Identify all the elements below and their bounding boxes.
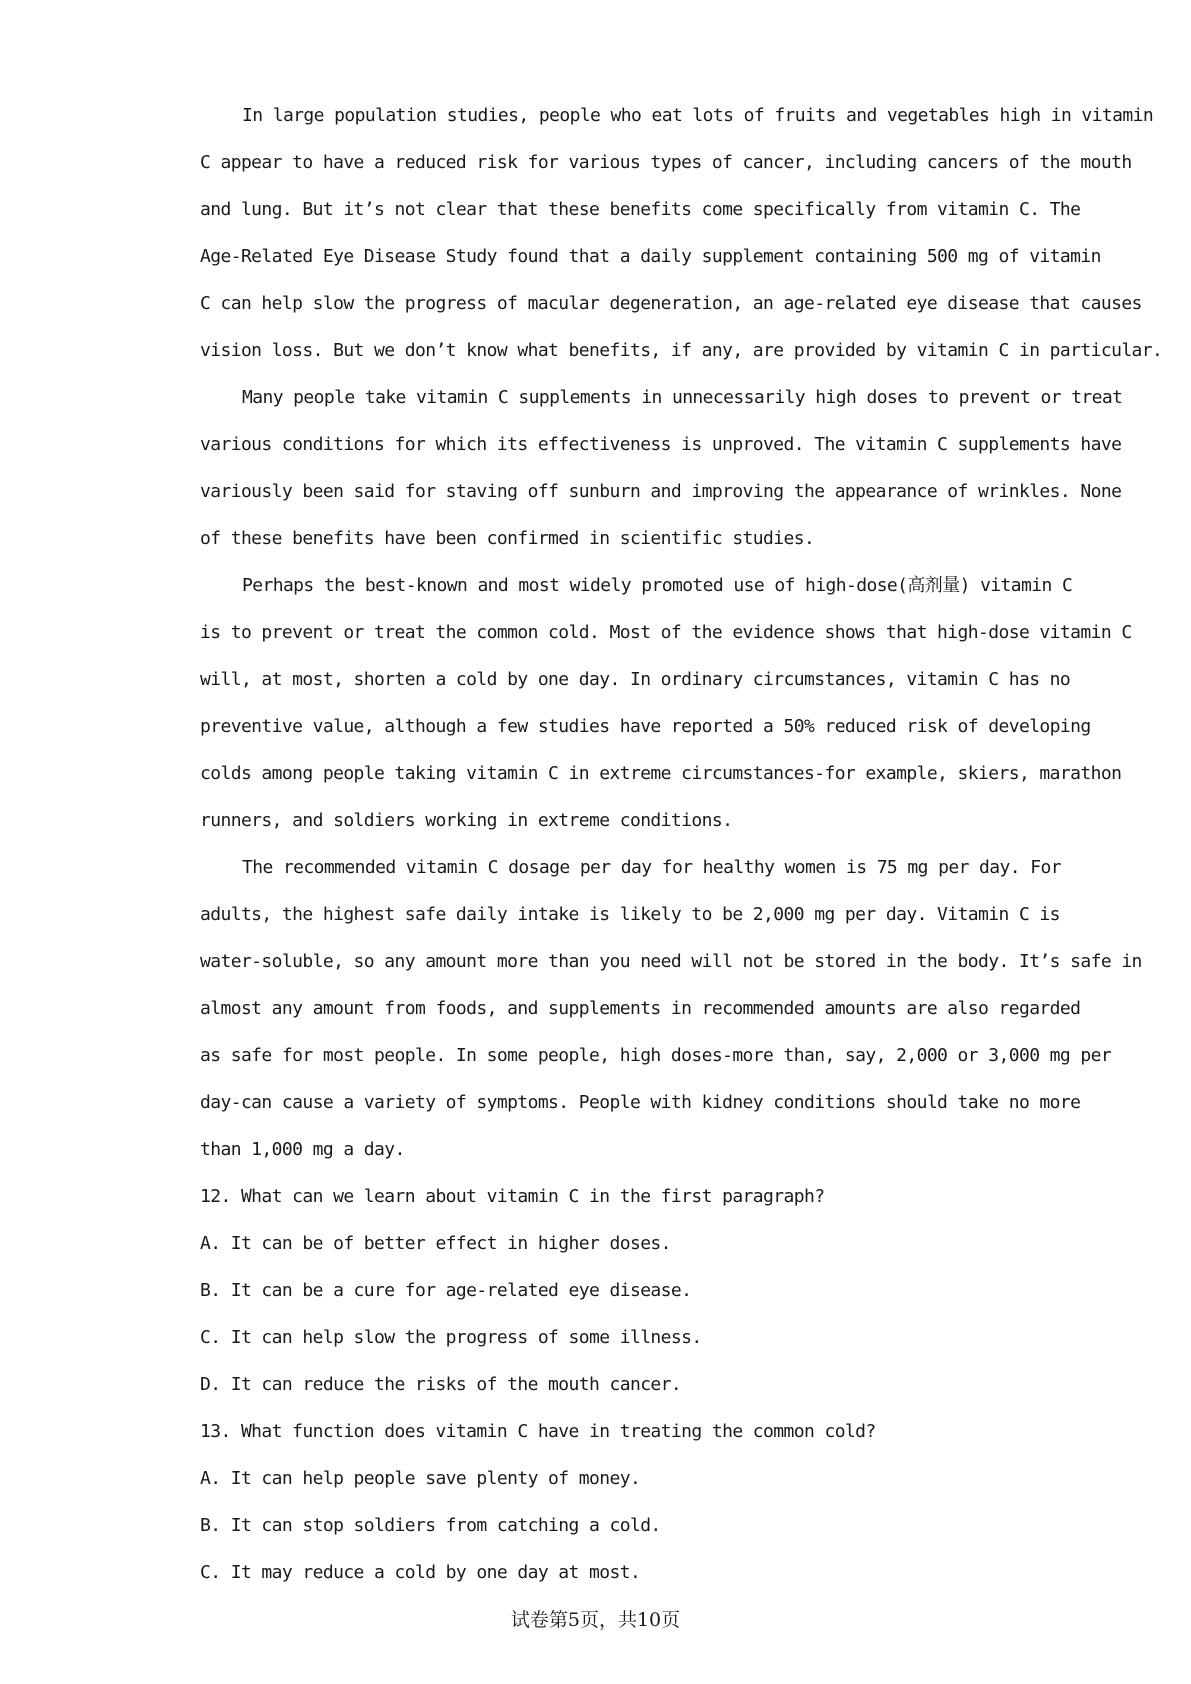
passage-paragraph-4: [200, 844, 1142, 1173]
question-13: [200, 1408, 1020, 1596]
text-line: runners, and soldiers working in extreme conditions.: [200, 810, 733, 831]
text-line: various conditions for which its effectiveness is unproved. The vitamin C supplements have: [200, 434, 1122, 455]
text-line: preventive value, although a few studies have reported a 50% reduced risk of developing: [200, 716, 1091, 737]
answer-option-a: A. It can be of better effect in higher doses.: [200, 1233, 671, 1254]
text-line: will, at most, shorten a cold by one day. In ordinary circumstances, vitamin C has no: [200, 669, 1071, 690]
text-line: adults, the highest safe daily intake is likely to be 2,000 mg per day. Vitamin C is: [200, 904, 1060, 925]
page-number-footer: 试卷第5页，共10页: [510, 1609, 681, 1631]
text-line: almost any amount from foods, and supplements in recommended amounts are also regarded: [200, 998, 1081, 1019]
text-line: colds among people taking vitamin C in extreme circumstances-for example, skiers, marathon: [200, 763, 1122, 784]
passage-paragraph-1: [200, 92, 1163, 374]
text-line: is to prevent or treat the common cold. Most of the evidence shows that high-dose vitamin C: [200, 622, 1132, 643]
passage-paragraph-2: [200, 374, 1123, 562]
text-line: than 1,000 mg a day.: [200, 1139, 405, 1160]
text-line: variously been said for staving off sunburn and improving the appearance of wrinkles. None: [200, 481, 1122, 502]
answer-option-d: D. It can reduce the risks of the mouth cancer.: [200, 1374, 682, 1395]
question-12: [200, 1173, 1020, 1408]
text-line: The recommended vitamin C dosage per day for healthy women is 75 mg per day. For: [242, 857, 1061, 878]
question-stem: 12. What can we learn about vitamin C in the first paragraph?: [200, 1186, 825, 1207]
text-line: as safe for most people. In some people, high doses-more than, say, 2,000 or 3,000 mg per: [200, 1045, 1112, 1066]
text-line: and lung. But it’s not clear that these benefits come specifically from vitamin C. The: [200, 199, 1081, 220]
text-line: C appear to have a reduced risk for various types of cancer, including cancers of the mouth: [200, 152, 1132, 173]
answer-option-a: A. It can help people save plenty of money.: [200, 1468, 641, 1489]
passage-paragraph-3: [200, 562, 1132, 844]
text-line: of these benefits have been confirmed in scientific studies.: [200, 528, 815, 549]
text-line: Age-Related Eye Disease Study found that a daily supplement containing 500 mg of vitamin: [200, 246, 1101, 267]
answer-option-c: C. It may reduce a cold by one day at most.: [200, 1562, 641, 1583]
text-line: C can help slow the progress of macular degeneration, an age-related eye disease that causes: [200, 293, 1142, 314]
text-line: water-soluble, so any amount more than you need will not be stored in the body. It’s safe in: [200, 951, 1142, 972]
answer-option-b: B. It can stop soldiers from catching a cold.: [200, 1515, 661, 1536]
text-line: vision loss. But we don’t know what benefits, if any, are provided by vitamin C in particular.: [200, 340, 1163, 361]
text-line: Perhaps the best-known and most widely promoted use of high-dose(高剂量) vitamin C: [242, 575, 1073, 596]
text-line: In large population studies, people who eat lots of fruits and vegetables high in vitamin: [242, 105, 1154, 126]
question-stem: 13. What function does vitamin C have in treating the common cold?: [200, 1421, 876, 1442]
page-content: [200, 92, 1163, 1596]
text-line: day-can cause a variety of symptoms. People with kidney conditions should take no more: [200, 1092, 1081, 1113]
text-line: Many people take vitamin C supplements in unnecessarily high doses to prevent or treat: [242, 387, 1123, 408]
answer-option-b: B. It can be a cure for age-related eye disease.: [200, 1280, 692, 1301]
answer-option-c: C. It can help slow the progress of some illness.: [200, 1327, 702, 1348]
